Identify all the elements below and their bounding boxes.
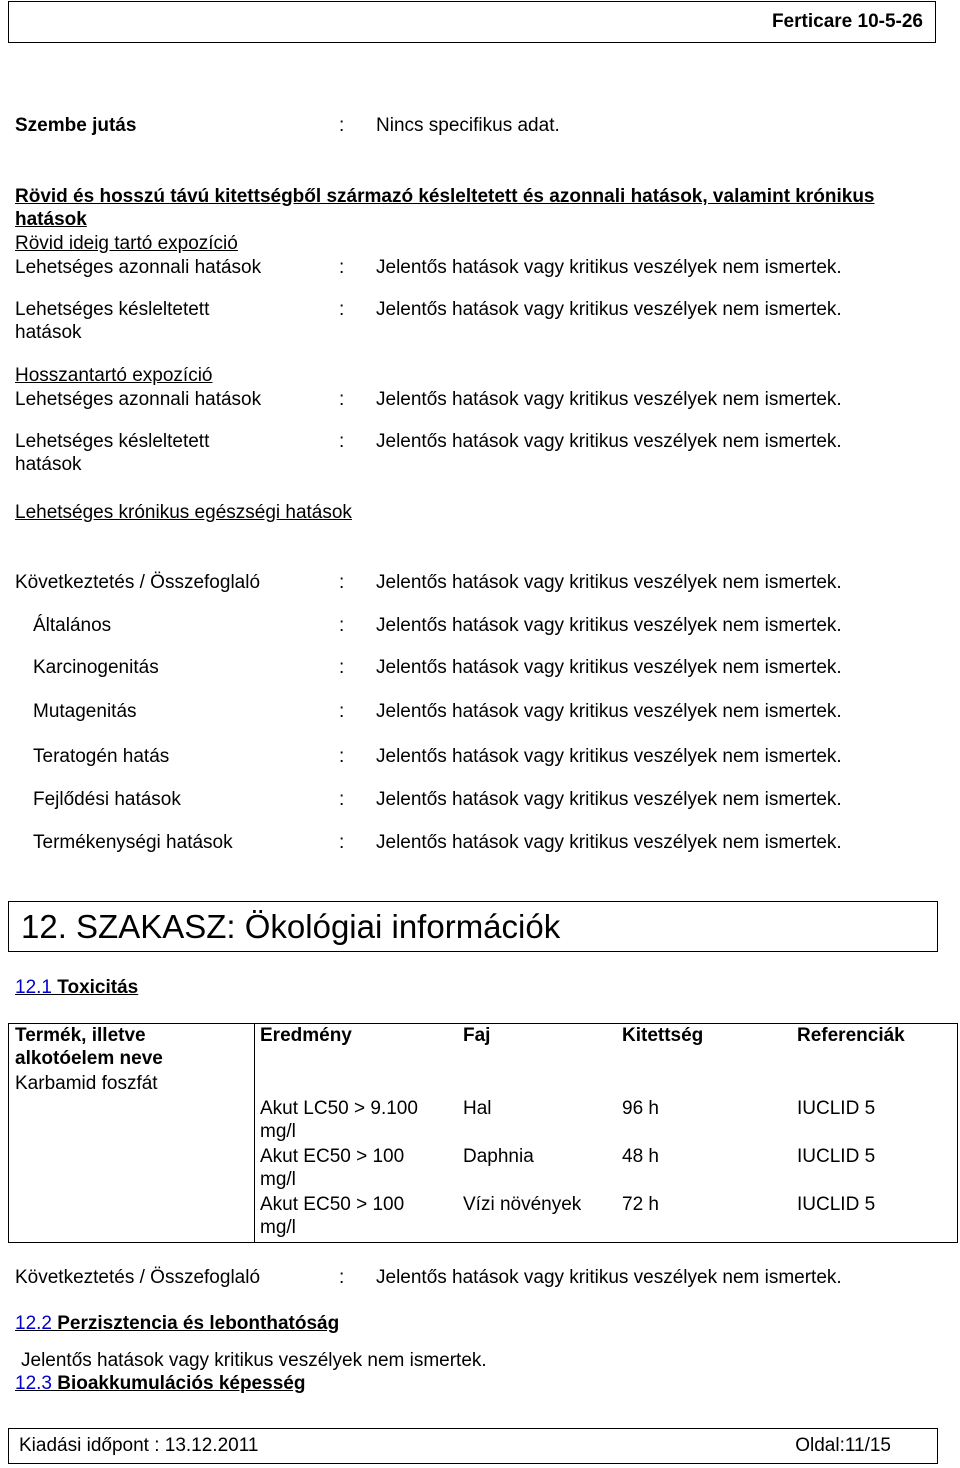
tox-header-result: Eredmény xyxy=(260,1025,352,1046)
tox-row-exposure: 72 h xyxy=(622,1194,659,1215)
tox-row-species: Vízi növények xyxy=(463,1194,582,1215)
carcinogenicity-label: Karcinogenitás xyxy=(33,657,159,678)
conclusion-value: Jelentős hatások vagy kritikus veszélyek nem ismertek. xyxy=(376,572,842,593)
mutagenicity-colon: : xyxy=(339,701,345,722)
subsection-12-1-title: Toxicitás xyxy=(51,977,139,998)
long-immediate-colon: : xyxy=(339,389,345,410)
subsection-12-3-title: Bioakkumulációs képesség xyxy=(51,1373,306,1394)
short-delayed-label-2: hatások xyxy=(15,322,82,343)
subsection-12-3-number: 12.3 xyxy=(15,1373,52,1394)
tox-row-result: Akut EC50 > 100 xyxy=(260,1194,405,1215)
fertility-label: Termékenységi hatások xyxy=(33,832,233,853)
long-delayed-label-1: Lehetséges késleltetett xyxy=(15,431,210,452)
short-term-heading: Rövid ideig tartó expozíció xyxy=(15,233,238,254)
tox-row-result-unit: mg/l xyxy=(260,1121,296,1142)
developmental-value: Jelentős hatások vagy kritikus veszélyek nem ismertek. xyxy=(376,789,842,810)
short-immediate-value: Jelentős hatások vagy kritikus veszélyek nem ismertek. xyxy=(376,257,842,278)
subsection-12-2-text: Jelentős hatások vagy kritikus veszélyek nem ismertek. xyxy=(21,1350,487,1371)
teratogenicity-value: Jelentős hatások vagy kritikus veszélyek nem ismertek. xyxy=(376,746,842,767)
general-colon: : xyxy=(339,615,345,636)
page-number: Oldal:11/15 xyxy=(795,1435,891,1456)
eco-conclusion-value: Jelentős hatások vagy kritikus veszélyek nem ismertek. xyxy=(376,1267,842,1288)
tox-row-reference: IUCLID 5 xyxy=(797,1146,876,1167)
long-term-heading: Hosszantartó expozíció xyxy=(15,365,213,386)
subsection-12-1 xyxy=(15,977,138,999)
long-immediate-label: Lehetséges azonnali hatások xyxy=(15,389,262,410)
short-delayed-colon: : xyxy=(339,299,345,320)
tox-row-exposure: 96 h xyxy=(622,1098,659,1119)
teratogenicity-label: Teratogén hatás xyxy=(33,746,170,767)
tox-row-result: Akut LC50 > 9.100 xyxy=(260,1098,418,1119)
fertility-value: Jelentős hatások vagy kritikus veszélyek nem ismertek. xyxy=(376,832,842,853)
issue-date: Kiadási időpont : 13.12.2011 xyxy=(19,1435,259,1456)
document-title: Ferticare 10-5-26 xyxy=(771,11,923,32)
subsection-12-2-number: 12.2 xyxy=(15,1313,52,1334)
effects-heading-line2: hatások xyxy=(15,209,87,230)
mutagenicity-label: Mutagenitás xyxy=(33,701,137,722)
header-box xyxy=(8,1,936,43)
tox-header-product-1: Termék, illetve xyxy=(15,1025,146,1046)
short-delayed-label-1: Lehetséges késleltetett xyxy=(15,299,210,320)
eye-colon: : xyxy=(339,115,345,136)
short-immediate-label: Lehetséges azonnali hatások xyxy=(15,257,262,278)
effects-heading-line1: Rövid és hosszú távú kitettségből származó késleltetett és azonnali hatások, valamint krónikus xyxy=(15,186,875,207)
toxicity-table-divider xyxy=(254,1024,255,1242)
long-immediate-value: Jelentős hatások vagy kritikus veszélyek nem ismertek. xyxy=(376,389,842,410)
short-delayed-value: Jelentős hatások vagy kritikus veszélyek nem ismertek. xyxy=(376,299,842,320)
tox-row-exposure: 48 h xyxy=(622,1146,659,1167)
carcinogenicity-colon: : xyxy=(339,657,345,678)
subsection-12-1-number: 12.1 xyxy=(15,977,52,998)
tox-header-species: Faj xyxy=(463,1025,491,1046)
eye-label: Szembe jutás xyxy=(15,115,137,136)
section-12-title: 12. SZAKASZ: Ökológiai információk xyxy=(21,908,561,945)
tox-row-result-unit: mg/l xyxy=(260,1169,296,1190)
mutagenicity-value: Jelentős hatások vagy kritikus veszélyek nem ismertek. xyxy=(376,701,842,722)
developmental-label: Fejlődési hatások xyxy=(33,789,181,810)
tox-row-result: Akut EC50 > 100 xyxy=(260,1146,405,1167)
long-delayed-label-2: hatások xyxy=(15,454,82,475)
subsection-12-2-title: Perzisztencia és lebonthatóság xyxy=(51,1313,340,1334)
section-12-box xyxy=(8,901,938,952)
footer-box xyxy=(8,1428,938,1464)
eye-value: Nincs specifikus adat. xyxy=(376,115,560,136)
tox-product-name: Karbamid foszfát xyxy=(15,1073,158,1094)
long-delayed-value: Jelentős hatások vagy kritikus veszélyek nem ismertek. xyxy=(376,431,842,452)
subsection-12-2 xyxy=(15,1313,339,1335)
developmental-colon: : xyxy=(339,789,345,810)
conclusion-colon: : xyxy=(339,572,345,593)
tox-row-species: Hal xyxy=(463,1098,492,1119)
eco-conclusion-colon: : xyxy=(339,1267,345,1288)
carcinogenicity-value: Jelentős hatások vagy kritikus veszélyek nem ismertek. xyxy=(376,657,842,678)
subsection-12-3 xyxy=(15,1373,305,1395)
teratogenicity-colon: : xyxy=(339,746,345,767)
tox-header-product-2: alkotóelem neve xyxy=(15,1048,163,1069)
tox-header-reference: Referenciák xyxy=(797,1025,905,1046)
tox-row-result-unit: mg/l xyxy=(260,1217,296,1238)
conclusion-label: Következtetés / Összefoglaló xyxy=(15,572,261,593)
general-label: Általános xyxy=(33,615,112,636)
chronic-heading: Lehetséges krónikus egészségi hatások xyxy=(15,502,352,523)
tox-row-reference: IUCLID 5 xyxy=(797,1098,876,1119)
tox-row-species: Daphnia xyxy=(463,1146,534,1167)
general-value: Jelentős hatások vagy kritikus veszélyek nem ismertek. xyxy=(376,615,842,636)
eco-conclusion-label: Következtetés / Összefoglaló xyxy=(15,1267,261,1288)
tox-header-exposure: Kitettség xyxy=(622,1025,704,1046)
short-immediate-colon: : xyxy=(339,257,345,278)
fertility-colon: : xyxy=(339,832,345,853)
long-delayed-colon: : xyxy=(339,431,345,452)
tox-row-reference: IUCLID 5 xyxy=(797,1194,876,1215)
